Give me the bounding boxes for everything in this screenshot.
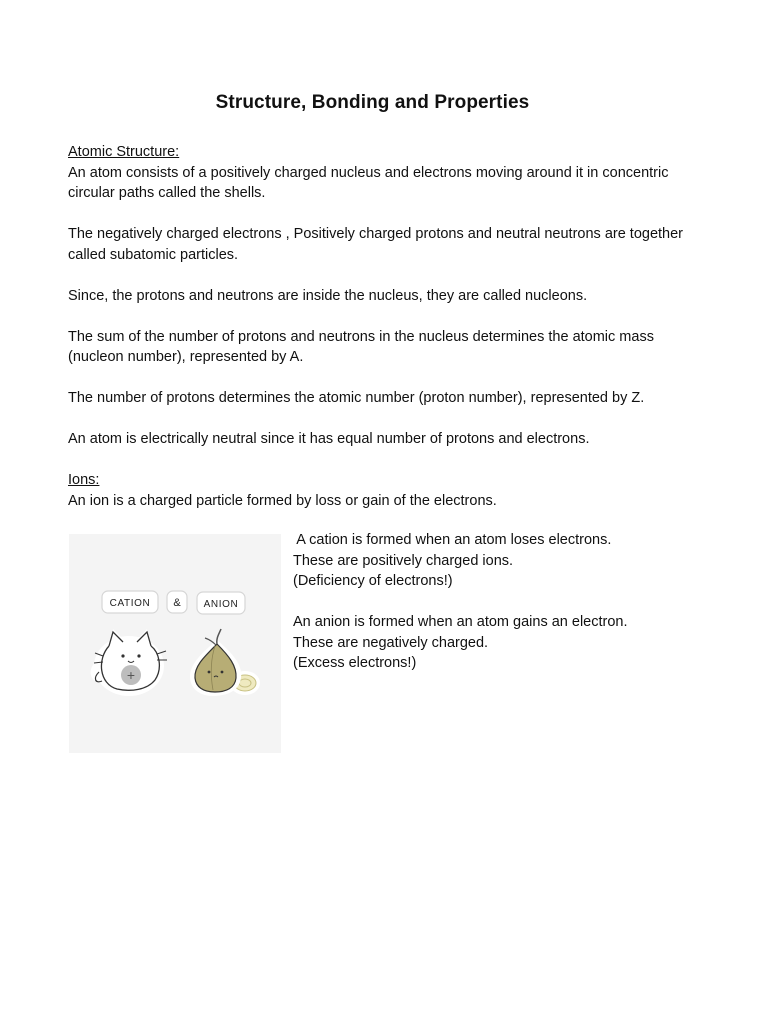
paragraph: The number of protons determines the atomic number (proton number), represented by Z. <box>68 390 645 406</box>
cation-anion-illustration <box>69 534 281 753</box>
ions-description <box>293 530 713 694</box>
cation-line: (Deficiency of electrons!) <box>293 573 453 589</box>
paragraph: The sum of the number of protons and neutrons in the nucleus determines the atomic mass (nucleon number), represented by A. <box>68 328 654 365</box>
cation-description <box>293 530 713 592</box>
cation-label: CATION <box>109 598 151 609</box>
anion-line: (Excess electrons!) <box>293 655 417 671</box>
paragraph: An atom consists of a positively charged nucleus and electrons moving around it in concentric circular paths called the shells. <box>68 164 669 201</box>
paragraph: Since, the protons and neutrons are inside the nucleus, they are called nucleons. <box>68 287 588 304</box>
anion-line: An anion is formed when an atom gains an electron. <box>293 614 628 630</box>
anion-line: These are negatively charged. <box>293 634 489 651</box>
anion-description <box>293 612 713 674</box>
plus-sign: + <box>126 667 136 683</box>
atomic-structure-section <box>68 142 708 532</box>
ampersand-label: & <box>173 597 181 609</box>
onion-icon <box>190 629 260 696</box>
cation-line: These are positively charged ions. <box>293 552 514 569</box>
paragraph: An atom is electrically neutral since it has equal number of protons and electrons. <box>68 431 590 447</box>
page-title: Structure, Bonding and Properties <box>215 92 530 113</box>
cat-icon <box>94 629 167 696</box>
ions-intro: An ion is a charged particle formed by loss or gain of the electrons. <box>68 492 497 509</box>
cation-line: A cation is formed when an atom loses electrons. <box>293 532 612 548</box>
atomic-structure-heading: Atomic Structure: <box>68 144 180 160</box>
ions-heading: Ions: <box>68 472 100 488</box>
paragraph: The negatively charged electrons , Positively charged protons and neutral neutrons are together called subatomic particles. <box>68 226 684 263</box>
anion-label: ANION <box>203 599 239 610</box>
cation-anion-svg <box>69 534 281 753</box>
